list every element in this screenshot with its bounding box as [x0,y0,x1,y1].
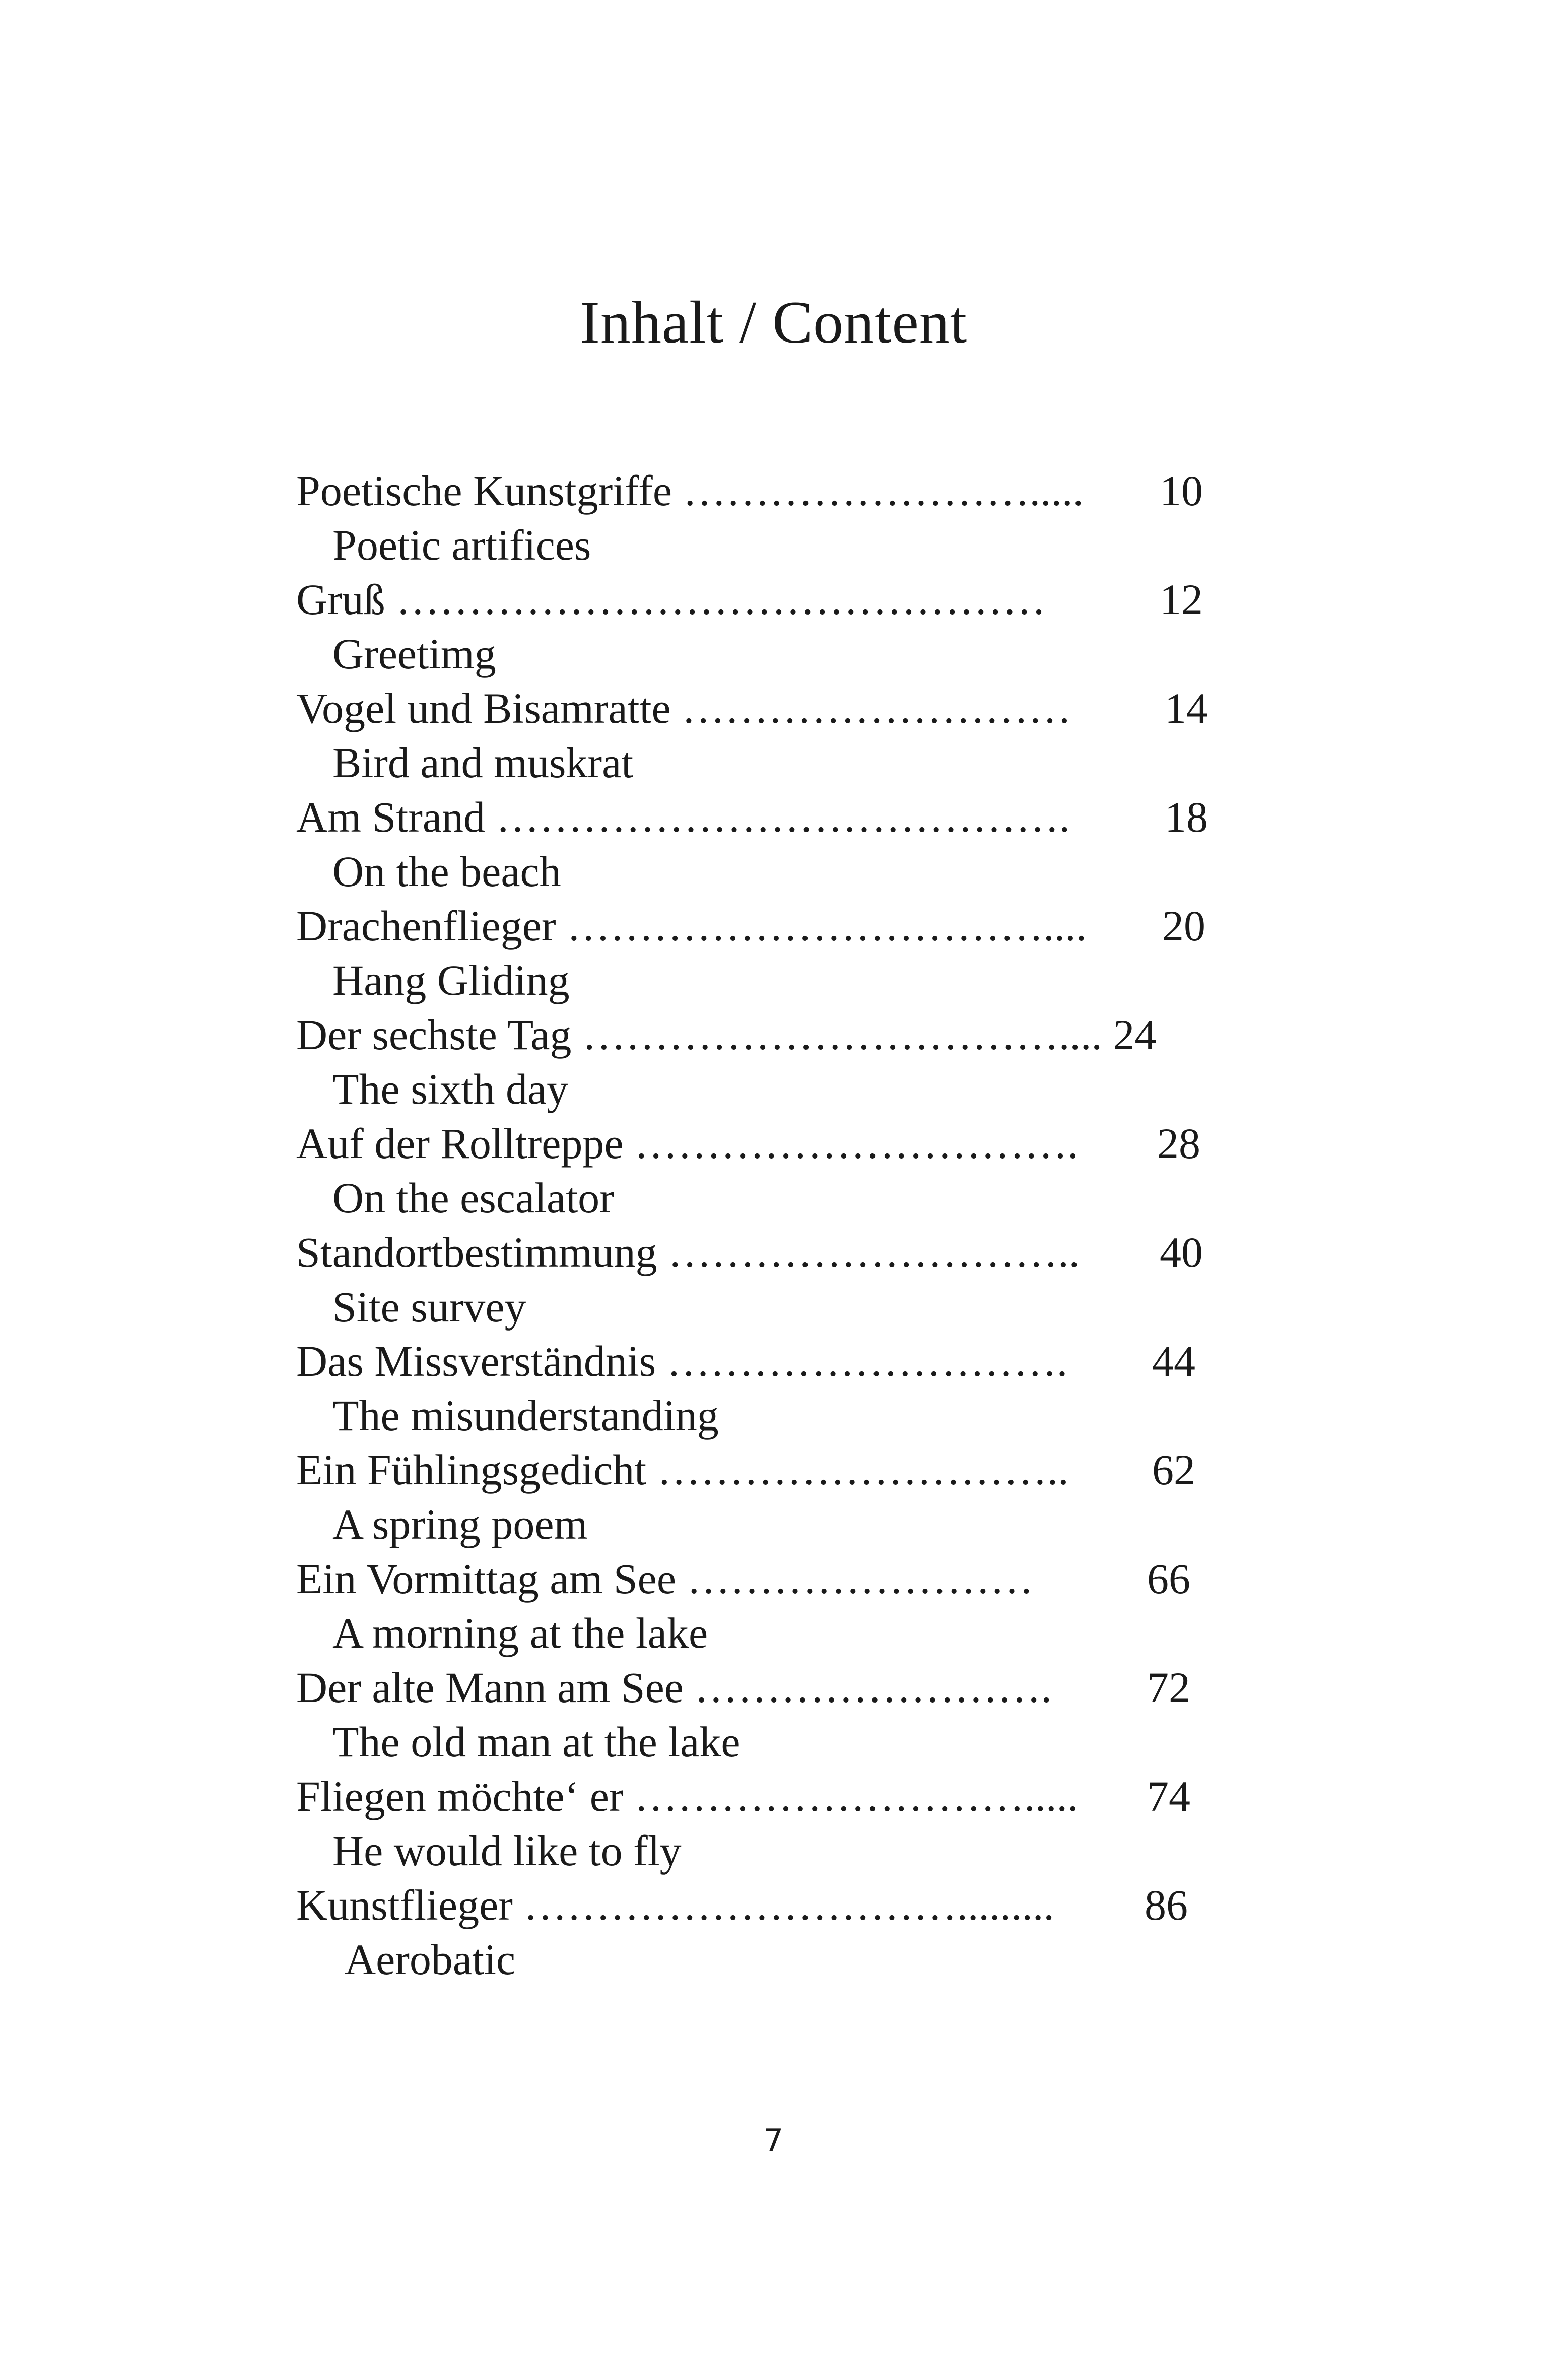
toc-entry [296,1660,1203,1769]
toc-entry-english-title: The misunderstanding [332,1391,719,1440]
toc-entry-english-title: A morning at the lake [332,1609,708,1657]
toc-entry-page-number: 86 [1145,1881,1188,1929]
toc-entry-page-number: 18 [1165,793,1208,841]
toc-entry-german-title: Der sechste Tag …………………………….... 24 [296,1010,1157,1059]
toc-entry-page-number: 20 [1162,902,1205,950]
toc-entry-page-number: 66 [1147,1554,1190,1603]
toc-entry-page-number: 40 [1160,1228,1203,1276]
toc-entry-english-title: The sixth day [332,1065,569,1113]
toc-entry [296,1443,1203,1551]
toc-entry [296,1334,1203,1443]
toc-entry-english-title: Greetimg [332,630,496,678]
toc-entry-english-title: A spring poem [332,1500,588,1548]
toc-entry-german-title: Poetische Kunstgriffe ……………………..... [296,466,1084,515]
toc-entry-german-title: Standortbestimmung ……………………….. [296,1228,1080,1276]
toc-entry-page-number: 12 [1160,575,1203,624]
toc-entry-english-title: Hang Gliding [332,956,570,1004]
toc-entry-english-title: On the beach [332,847,561,896]
toc-entry-page-number: 62 [1152,1446,1195,1494]
toc-entry-page-number: 74 [1147,1772,1190,1820]
toc-entry [296,1769,1203,1878]
page-title: Inhalt / Content [579,289,968,356]
toc-entry-german-title: Auf der Rolltreppe …………………………. [296,1119,1079,1168]
toc-entry [296,790,1208,899]
toc-entry-english-title: On the escalator [332,1174,614,1222]
toc-entry-page-number: 28 [1157,1119,1200,1168]
toc-entry [296,681,1208,790]
toc-entry-german-title: Der alte Mann am See ……………………. [296,1663,1052,1712]
toc-entry-german-title: Gruß ……………………………………… [296,575,1046,624]
toc-entry [296,463,1203,572]
toc-entry-english-title: Bird and muskrat [332,738,634,787]
toc-entry [296,1878,1203,1987]
toc-entry-german-title: Am Strand …………………………………. [296,793,1070,841]
toc-entry-page-number: 72 [1147,1663,1190,1712]
toc-entry-english-title: Poetic artifices [332,521,591,569]
toc-entry [296,1225,1203,1334]
toc-entry [296,1007,1203,1116]
toc-entry-german-title: Ein Vormittag am See …………………… [296,1554,1034,1603]
toc-entry-page-number: 44 [1152,1337,1195,1385]
toc-entry-page-number: 14 [1165,684,1208,732]
toc-entry-german-title: Fliegen möchte‘ er ………………………..... [296,1772,1079,1820]
toc-entry-english-title: The old man at the lake [332,1718,741,1766]
toc-entry-english-title: Aerobatic [345,1935,516,1984]
toc-entry [296,572,1203,681]
toc-entry-page-number: 10 [1160,466,1203,515]
toc-entry-german-title: Kunstflieger …………………………......... [296,1881,1054,1929]
toc-entry [296,1116,1203,1225]
page-number: 7 [763,2122,784,2159]
toc-entry-german-title: Drachenflieger …………………………….... [296,902,1087,950]
toc-entry [296,1551,1203,1660]
toc-entry [296,899,1203,1007]
toc-entry-german-title: Vogel und Bisamratte ……………………… [296,684,1072,732]
toc-entry-german-title: Ein Fühlingsgedicht ……………………….. [296,1446,1069,1494]
toc-entry-english-title: He would like to fly [332,1826,682,1875]
toc-entry-english-title: Site survey [332,1282,526,1331]
toc-entry-german-title: Das Missverständnis ………………………. [296,1337,1068,1385]
table-of-contents [296,463,1208,1987]
